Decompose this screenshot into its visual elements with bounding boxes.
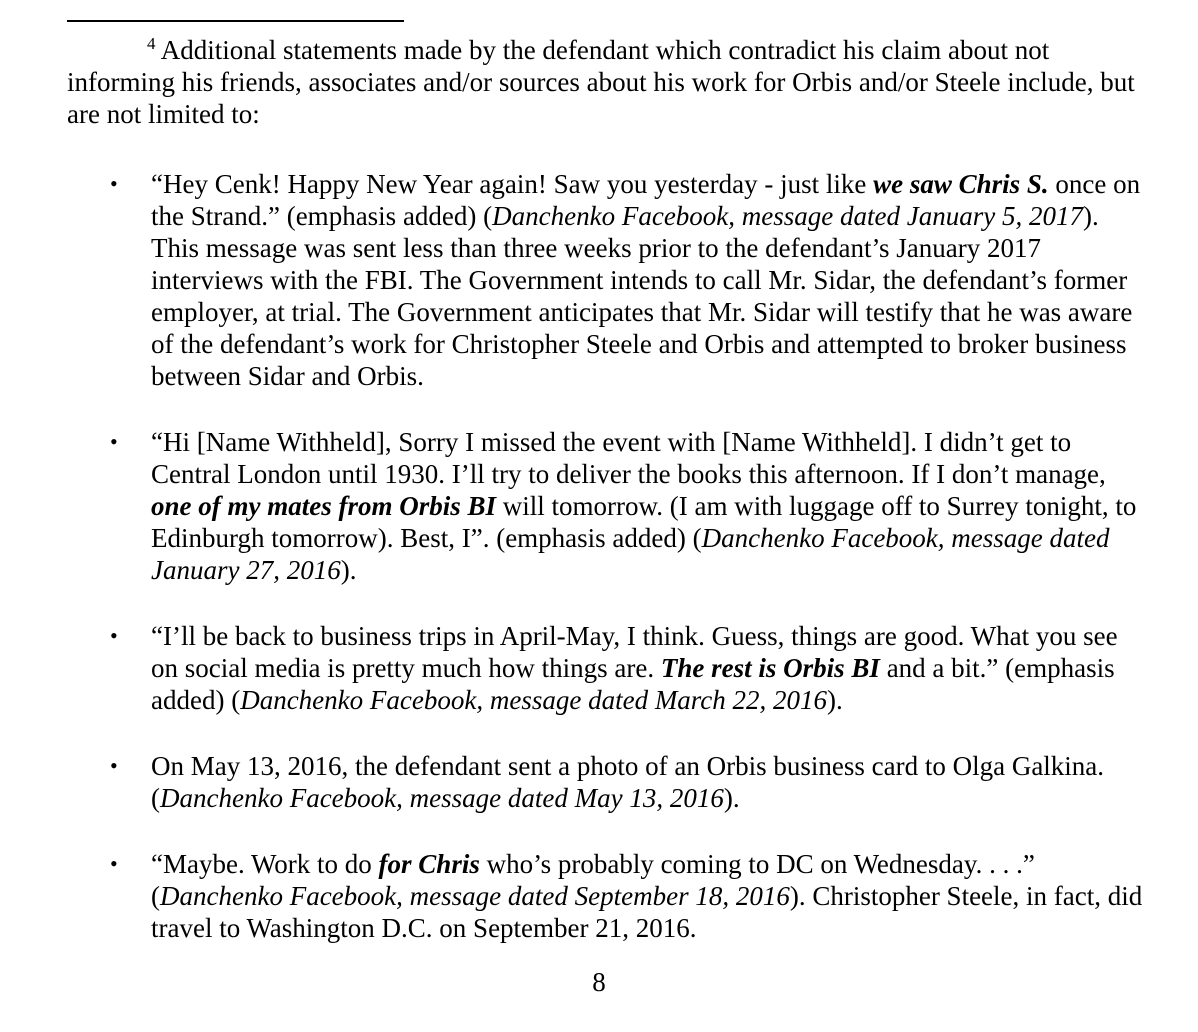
bullet-marker: • [110,171,118,196]
footnote-paragraph [67,34,1147,130]
citation-text: Danchenko Facebook, message dated May 13, 2016 [160,783,724,813]
bullet-marker: • [110,623,118,648]
citation-text: Danchenko Facebook, message dated January 27, 2016 [151,523,1110,585]
body-text: ). This message was sent less than three weeks prior to the defendant’s January 2017 interviews with the FBI. The Government intends to call Mr. Sidar, the defendant’s former employer, at trial. The Government anticipates that Mr. Sidar will testify that he was aware of the defendant’s work for Christopher Steele and Orbis and attempted to broker business between Sidar and Orbis. [151,201,1133,391]
emphasis-text: for Chris [378,849,480,879]
footnote-separator-rule [67,20,404,22]
bullet-marker: • [110,753,118,778]
emphasis-text: we saw Chris S. [873,169,1049,199]
list-item [0,168,1151,392]
footnote [67,34,1147,130]
body-text: will tomorrow. (I am with luggage off to Surrey tonight, to Edinburgh tomorrow). Best, I”. (emphasis added) ( [151,491,1137,553]
bullet-marker: • [110,851,118,876]
citation-text: Danchenko Facebook, message dated March 22, 2016 [240,685,828,715]
body-text: ). Christopher Steele, in fact, did travel to Washington D.C. on September 21, 2016. [151,881,1143,943]
page-number: 8 [592,967,606,997]
body-text: once on the Strand.” (emphasis added) ( [151,169,1141,231]
body-text: “I’ll be back to business trips in April-May, I think. Guess, things are good. What you see on social media is pretty much how things are. [151,621,1118,683]
body-text: and a bit.” (emphasis added) ( [151,653,1115,715]
body-text: “Hi [Name Withheld], Sorry I missed the event with [Name Withheld]. I didn’t get to Central London until 1930. I’ll try to deliver the books this afternoon. If I don’t manage, [151,427,1106,489]
emphasis-text: one of my mates from Orbis BI [151,491,497,521]
bullet-marker: • [110,429,118,454]
citation-text: Danchenko Facebook, message dated September 18, 2016 [160,881,790,911]
bullet-list [0,168,1198,944]
body-text: ). [723,783,740,813]
footnote-number: 4 [147,34,156,53]
body-text: ). [340,555,357,585]
citation-text: Danchenko Facebook, message dated January 5, 2017 [492,201,1083,231]
list-item [0,620,1151,716]
body-text: who’s probably coming to DC on Wednesday. . . .” ( [151,849,1035,911]
body-text: “Maybe. Work to do [151,849,379,879]
list-item [0,848,1151,944]
list-item [0,426,1151,586]
list-item [0,750,1151,814]
body-text: On May 13, 2016, the defendant sent a photo of an Orbis business card to Olga Galkina. ( [151,751,1105,813]
body-text: “Hey Cenk! Happy New Year again! Saw you yesterday - just like [151,169,874,199]
emphasis-text: The rest is Orbis BI [660,653,880,683]
footnote-text: Additional statements made by the defendant which contradict his claim about not informing his friends, associates and/or sources about his work for Orbis and/or Steele include, but are not limited to: [67,35,1135,129]
body-text: ). [827,685,843,715]
